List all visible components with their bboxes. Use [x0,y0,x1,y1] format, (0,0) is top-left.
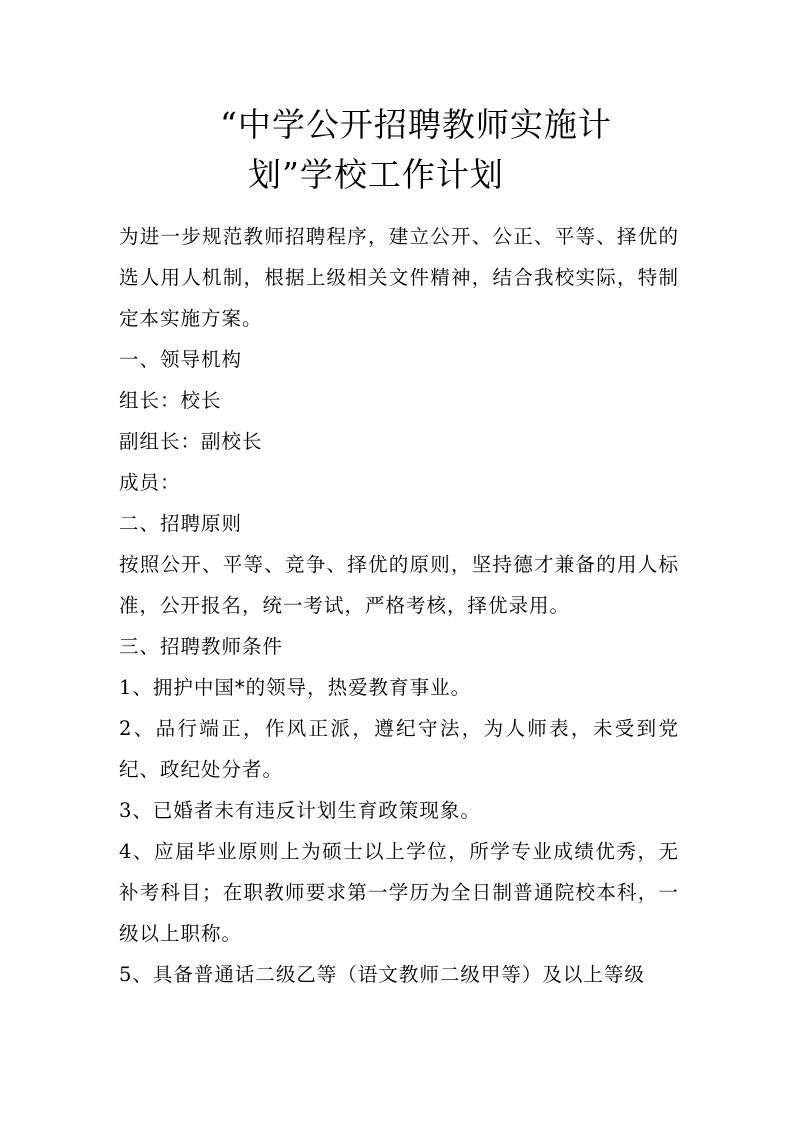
title-line-1: “中学公开招聘教师实施计 [220,105,612,144]
intro-paragraph: 为进一步规范教师招聘程序，建立公开、公正、平等、择优的选人用人机制，根据上级相关文件精神，结合我校实际，特制定本实施方案。 [119,225,679,330]
section-heading-principles: 二、招聘原则 [119,512,243,535]
leader-line: 组长：校长 [119,389,222,412]
document-body [119,216,679,995]
section-heading-leadership: 一、领导机构 [119,348,243,371]
condition-item-5: 5、具备普通话二级乙等（语文教师二级甲等）及以上等级 [119,963,645,986]
title-line-2: 划”学校工作计划 [248,155,504,194]
deputy-leader-line: 副组长：副校长 [119,430,263,453]
condition-item-4: 4、应届毕业原则上为硕士以上学位，所学专业成绩优秀，无补考科目；在职教师要求第一学历为全日制普通院校本科，一级以上职称。 [119,840,679,945]
principles-paragraph: 按照公开、平等、竞争、择优的原则，坚持德才兼备的用人标准，公开报名，统一考试，严格考核，择优录用。 [119,553,679,617]
condition-item-3: 3、已婚者未有违反计划生育政策现象。 [119,799,481,822]
document-title [220,100,680,200]
members-line: 成员： [119,471,181,494]
condition-item-2: 2、品行端正，作风正派，遵纪守法，为人师表，未受到党纪、政纪处分者。 [119,717,679,781]
condition-item-1: 1、拥护中国*的领导，热爱教育事业。 [119,676,472,699]
section-heading-conditions: 三、招聘教师条件 [119,635,284,658]
